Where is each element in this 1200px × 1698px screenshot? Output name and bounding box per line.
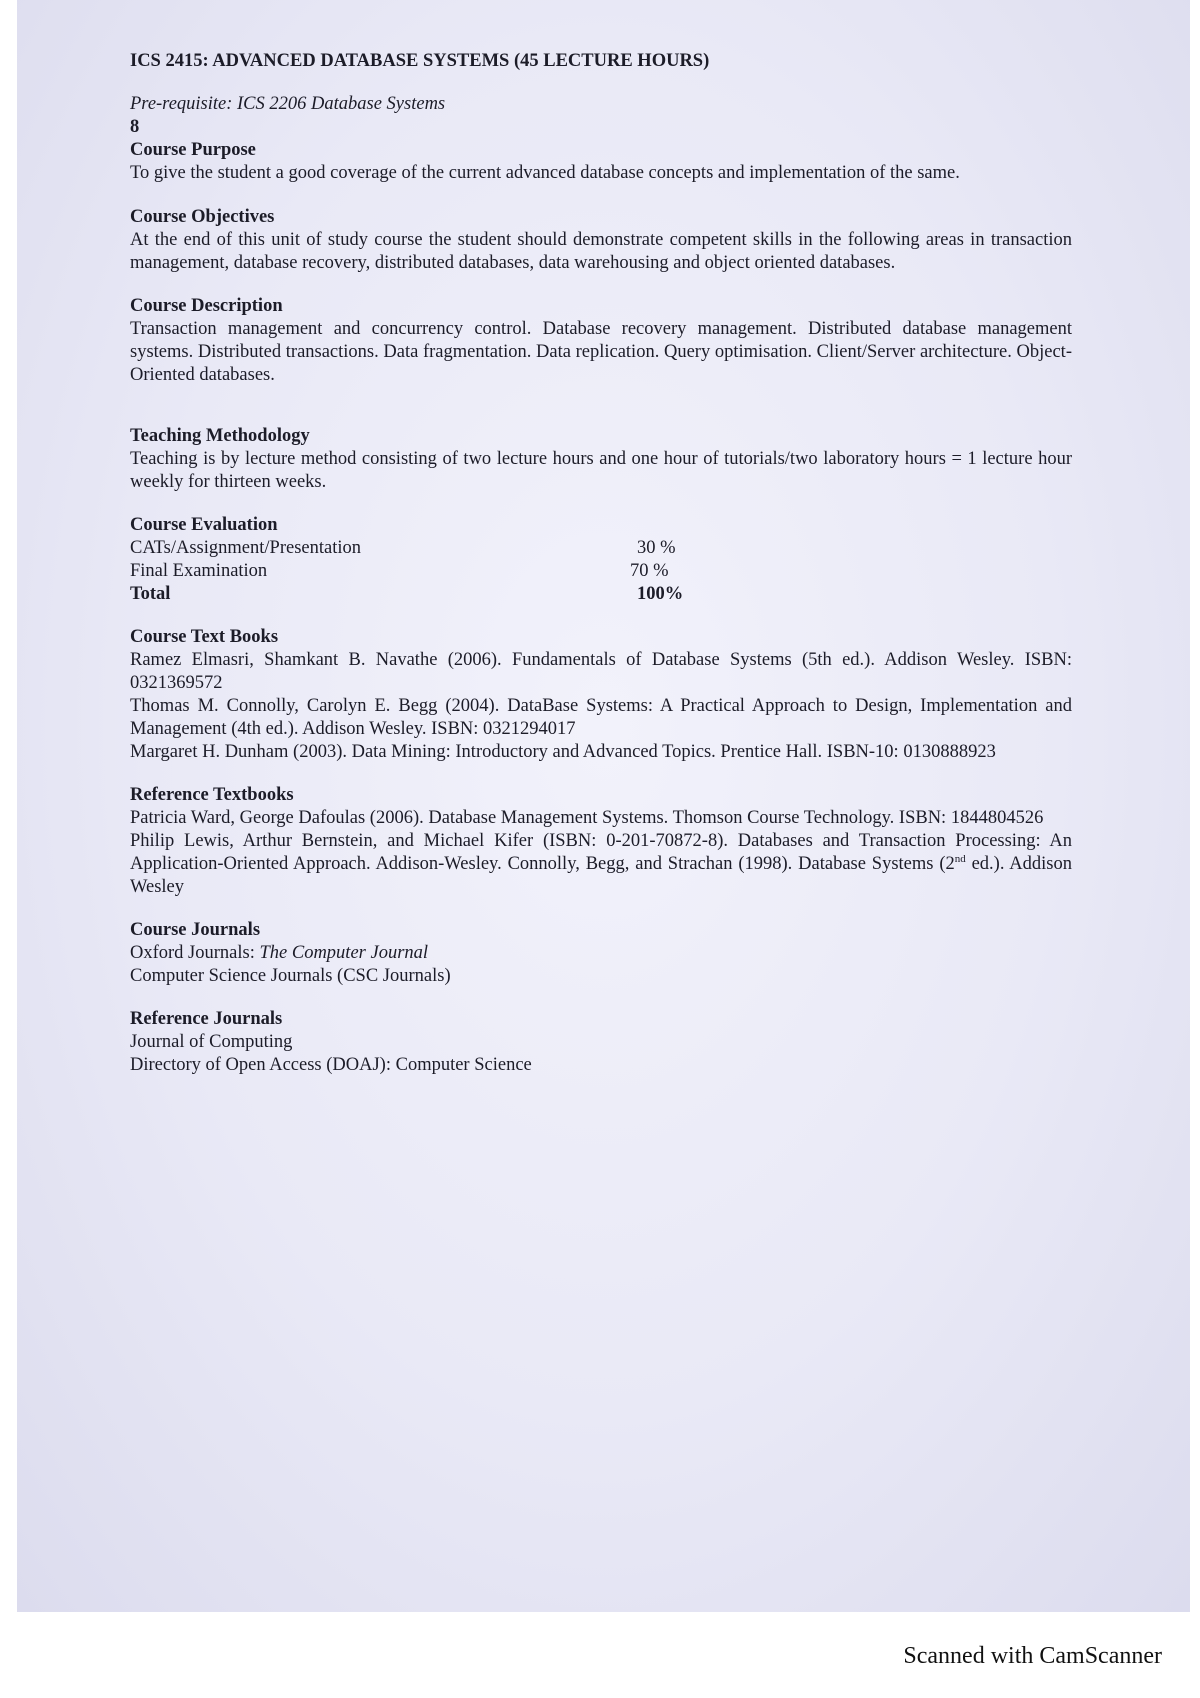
course-objectives-section	[130, 206, 1072, 275]
edition-superscript: nd	[954, 852, 966, 865]
evaluation-value: 30 %	[637, 538, 676, 558]
reference-textbooks-heading: Reference Textbooks	[130, 785, 294, 805]
reference-textbook-item	[130, 830, 1072, 899]
course-text-books-heading: Course Text Books	[130, 627, 279, 647]
evaluation-label: Final Examination	[130, 561, 268, 581]
course-purpose-section	[130, 139, 1072, 185]
evaluation-row	[130, 560, 1072, 583]
reference-textbooks-section	[130, 784, 1072, 899]
page-number: 8	[130, 117, 140, 137]
evaluation-label: CATs/Assignment/Presentation	[130, 538, 361, 558]
text-book-item: Thomas M. Connolly, Carolyn E. Begg (2004). DataBase Systems: A Practical Approach to Design, Implementation and Management (4th ed.). Addison Wesley. ISBN: 0321294017	[130, 696, 1072, 739]
reference-journal-item: Directory of Open Access (DOAJ): Computer Science	[130, 1055, 532, 1075]
course-journals-heading: Course Journals	[130, 920, 261, 940]
journal-item: Computer Science Journals (CSC Journals)	[130, 966, 451, 986]
reference-textbook-text-end: ed.). Addison Wesley	[130, 854, 1072, 897]
reference-journal-item: Journal of Computing	[130, 1032, 293, 1052]
text-book-item: Ramez Elmasri, Shamkant B. Navathe (2006). Fundamentals of Database Systems (5th ed.). Addison Wesley. ISBN: 0321369572	[130, 650, 1072, 693]
course-evaluation-heading: Course Evaluation	[130, 515, 278, 535]
course-description-heading: Course Description	[130, 296, 283, 316]
course-description-text: Transaction management and concurrency control. Database recovery management. Distributed database management systems. Distributed transactions. Data fragmentation. Data replication. Query optimisation. Client/Server architecture. Object-Oriented databases.	[130, 319, 1072, 385]
course-text-books-section	[130, 626, 1072, 764]
course-objectives-text: At the end of this unit of study course the student should demonstrate competent skills in the following areas in transaction management, database recovery, distributed databases, data warehousing and object oriented databases.	[130, 230, 1072, 273]
evaluation-total-value: 100%	[637, 584, 684, 604]
teaching-methodology-heading: Teaching Methodology	[130, 426, 310, 446]
reference-textbook-text: Philip Lewis, Arthur Bernstein, and Michael Kifer (ISBN: 0-201-70872-8). Databases and Transaction Processing: An Application-Oriented Approach. Addison-Wesley. Connolly, Begg, and Strachan (1998). Database Systems (2	[130, 831, 1072, 874]
text-book-item: Margaret H. Dunham (2003). Data Mining: Introductory and Advanced Topics. Prentice Hall. ISBN-10: 0130888923	[130, 742, 996, 762]
prerequisite: Pre-requisite: ICS 2206 Database Systems	[130, 94, 446, 114]
journal-prefix: Oxford Journals:	[130, 943, 260, 963]
course-title: ICS 2415: ADVANCED DATABASE SYSTEMS (45 LECTURE HOURS)	[130, 51, 710, 71]
course-evaluation-section	[130, 514, 1072, 606]
reference-textbook-item: Patricia Ward, George Dafoulas (2006). Database Management Systems. Thomson Course Technology. ISBN: 1844804526	[130, 808, 1044, 828]
scanner-watermark: Scanned with CamScanner	[903, 1643, 1162, 1669]
journal-item	[130, 942, 1072, 965]
evaluation-row	[130, 537, 1072, 560]
course-description-section	[130, 295, 1072, 387]
course-purpose-text: To give the student a good coverage of the current advanced database concepts and implementation of the same.	[130, 163, 960, 183]
evaluation-value: 70 %	[630, 561, 669, 581]
journal-title: The Computer Journal	[259, 943, 429, 963]
reference-journals-section	[130, 1008, 1072, 1077]
evaluation-total-label: Total	[130, 584, 171, 604]
teaching-methodology-text: Teaching is by lecture method consisting of two lecture hours and one hour of tutorials/two laboratory hours = 1 lecture hour weekly for thirteen weeks.	[130, 449, 1072, 492]
teaching-methodology-section	[130, 425, 1072, 494]
document-body	[130, 50, 1072, 1077]
reference-journals-heading: Reference Journals	[130, 1009, 283, 1029]
course-journals-section	[130, 919, 1072, 988]
evaluation-total-row	[130, 583, 1072, 606]
course-objectives-heading: Course Objectives	[130, 207, 275, 227]
course-purpose-heading: Course Purpose	[130, 140, 256, 160]
